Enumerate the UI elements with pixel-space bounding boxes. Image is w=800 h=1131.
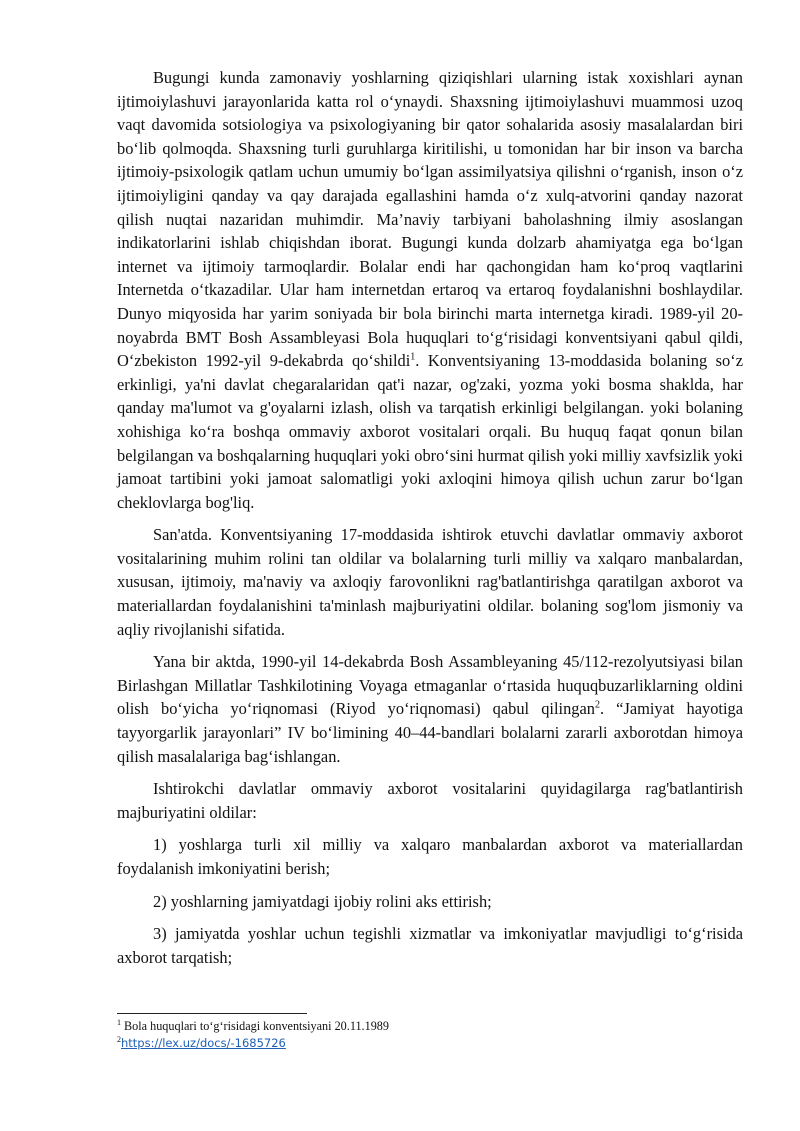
paragraph-4: Ishtirokchi davlatlar ommaviy axborot vositalarini quyidagilarga rag'batlantirish majburiyatini oldilar:	[117, 779, 743, 822]
footnote-separator	[117, 1013, 307, 1014]
footnotes	[117, 1013, 743, 1052]
paragraph-2: San'atda. Konventsiyaning 17-moddasida ishtirok etuvchi davlatlar ommaviy axborot vositalarining muhim rolini tan oldilar va bolalarning turli milliy va xalqaro manbalardan, xususan, ijtimoiy, ma'naviy va axloqiy farovonlikni rag'batlantirishga qaratilgan axborot va materiallardan foydalanishini ta'minlash majburiyatini oldilar. bolaning sog'lom jismoniy va aqliy rivojlanishi sifatida.	[117, 525, 743, 639]
document-body	[117, 66, 743, 978]
list-item: 2) yoshlarning jamiyatdagi ijobiy rolini aks ettirish;	[153, 891, 492, 911]
list-item: 3) jamiyatda yoshlar uchun tegishli xizmatlar va imkoniyatlar mavjudligi to‘g‘risida axborot tarqatish;	[117, 924, 743, 967]
footnote-1: $^1$ Bola huquqlari to‘g‘risidagi konventsiyani 20.11.1989	[117, 1017, 389, 1033]
footnote-ref-1[interactable]: 1	[410, 351, 416, 363]
footnote-link[interactable]: https://lex.uz/docs/-1685726	[121, 1036, 286, 1050]
footnote-2: $^2$https://lex.uz/docs/-1685726	[117, 1034, 286, 1050]
list-item: 1) yoshlarga turli xil milliy va xalqaro manbalardan axborot va materiallardan foydalanish imkoniyatini berish;	[117, 835, 743, 878]
paragraph-1: Bugungi kunda zamonaviy yoshlarning qiziqishlari ularning istak xoxishlari aynan ijtimoiylashuvi jarayonlarida katta rol o‘ynaydi. Shaxsning ijtimoiylashuvi muammosi uzoq vaqt davomida sotsiologiya va psixologiyaning bir qator sohalarida asosiy masalalardan biri bo‘lib qolmoqda. Shaxsning turli guruhlarga kiritilishi, u tomonidan har bir inson va barcha ijtimoiy-psixologik qatlam uchun umumiy bo‘lgan assimilyatsiya qilishni o‘rganish, inson o‘z ijtimoiyligini qanday va qay darajada egallashini hamda o‘z xulq-atvorini qanday nazorat qilish nuqtai nazaridan muhimdir. Ma’naviy tarbiyani baholashning ilmiy asoslangan indikatorlarini ishlab chiqishdan iborat. Bugungi kunda dolzarb ahamiyatga ega bo‘lgan internet va ijtimoiy tarmoqlardir. Bolalar endi har qachongidan ham ko‘proq vaqtlarini Internetda o‘tkazadilar. Ular ham internetdan ertaroq va ertaroq foydalanishni boshlaydilar. Dunyo miqyosida har yarim soniyada bir bola birinchi marta internetga kiradi. 1989-yil 20-noyabrda BMT Bosh Assambleyasi Bola huquqlari to‘g‘risidagi konventsiyani qabul qildi, O‘zbekiston 1992-yil 9-dekabrda qo‘shildi$^1$. Konventsiyaning 13-moddasida bolaning so‘z erkinligi, ya'ni davlat chegaralaridan qat'i nazar, og'zaki, yozma yoki bosma shaklda, har qanday ma'lumot va g'oyalarni izlash, olish va tarqatish erkinligi belgilangan. yoki bolaning xohishiga ko‘ra boshqa ommaviy axborot vositalari orqali. Bu huquq faqat qonun bilan belgilangan va boshqalarning huquqlari yoki obro‘sini hurmat qilish yoki milliy xavfsizlik yoki jamoat tartibini yoki jamoat salomatligi yoki axloqini himoya qilish uchun zarur bo‘lgan cheklovlarga bog'liq.	[117, 68, 743, 512]
footnote-ref-2[interactable]: 2	[594, 699, 600, 711]
paragraph-3: Yana bir aktda, 1990-yil 14-dekabrda Bosh Assambleyaning 45/112-rezolyutsiyasi bilan Birlashgan Millatlar Tashkilotining Voyaga etmaganlar o‘rtasida huquqbuzarliklarning oldini olish bo‘yicha yo‘riqnomasi (Riyod yo‘riqnomasi) qabul qilingan$^2$. “Jamiyat hayotiga tayyorgarlik jarayonlari” IV bo‘limining 40–44-bandlari bolalarni zararli axborotdan himoya qilish masalalariga bag‘ishlangan.	[117, 652, 743, 766]
